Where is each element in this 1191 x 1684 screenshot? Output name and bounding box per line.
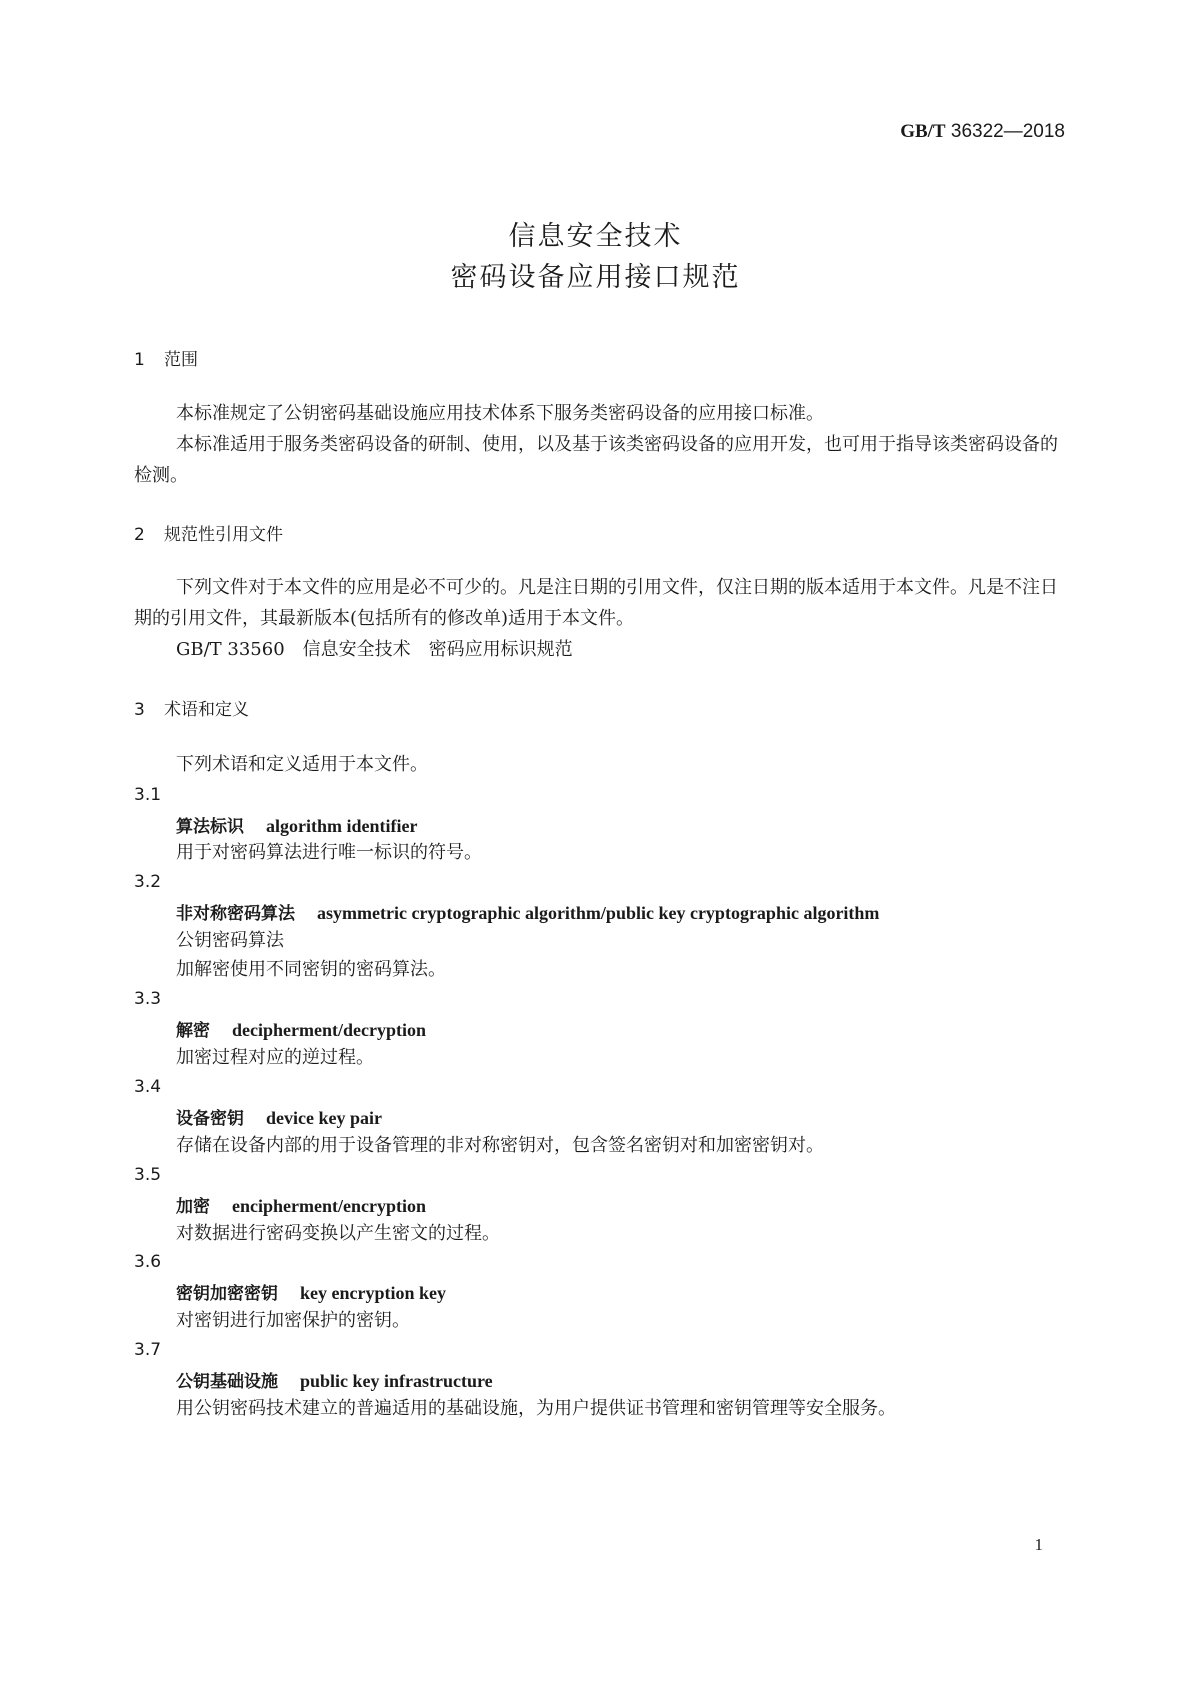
term-en: algorithm identifier — [266, 816, 418, 836]
term-en: key encryption key — [300, 1283, 446, 1303]
term-definition: 对密钥进行加密保护的密钥。 — [176, 1310, 410, 1331]
document-title-line2: 密码设备应用接口规范 — [450, 262, 741, 293]
term-number: 3.5 — [134, 1165, 162, 1185]
term-heading — [176, 1016, 426, 1041]
section-1-heading — [134, 345, 198, 370]
term-definition: 加密过程对应的逆过程。 — [176, 1047, 374, 1068]
section-3-intro: 下列术语和定义适用于本文件。 — [176, 754, 428, 775]
term-heading — [176, 899, 879, 924]
section-1-para-2: 本标准适用于服务类密码设备的研制、使用，以及基于该类密码设备的应用开发，也可用于指导该类密码设备的检测。 — [134, 434, 1058, 486]
document-title-line1: 信息安全技术 — [508, 221, 683, 252]
section-2-reference: GB/T 33560 信息安全技术 密码应用标识规范 — [176, 639, 573, 660]
term-number: 3.2 — [134, 872, 162, 892]
term-heading — [176, 1279, 446, 1304]
term-heading — [176, 812, 417, 837]
section-number: 2 — [134, 525, 145, 545]
term-definition: 对数据进行密码变换以产生密文的过程。 — [176, 1223, 500, 1244]
standard-code — [900, 121, 1065, 143]
section-title: 术语和定义 — [164, 700, 249, 720]
term-en: decipherment/decryption — [232, 1020, 426, 1040]
section-title: 规范性引用文件 — [164, 525, 283, 545]
term-cn: 解密 — [176, 1021, 210, 1041]
page-number: 1 — [1034, 1535, 1043, 1554]
term-number: 3.1 — [134, 785, 162, 805]
section-number: 1 — [134, 350, 145, 370]
term-cn: 非对称密码算法 — [176, 904, 295, 924]
term-number: 3.7 — [134, 1340, 162, 1360]
term-definition: 用于对密码算法进行唯一标识的符号。 — [176, 842, 482, 863]
term-cn: 算法标识 — [176, 817, 244, 837]
term-definition: 存储在设备内部的用于设备管理的非对称密钥对，包含签名密钥对和加密密钥对。 — [176, 1135, 824, 1156]
term-number: 3.4 — [134, 1077, 162, 1097]
term-definition: 用公钥密码技术建立的普遍适用的基础设施，为用户提供证书管理和密钥管理等安全服务。 — [176, 1398, 896, 1419]
section-3-heading — [134, 695, 249, 720]
section-2-para-1: 下列文件对于本文件的应用是必不可少的。凡是注日期的引用文件，仅注日期的版本适用于本文件。凡是不注日期的引用文件，其最新版本(包括所有的修改单)适用于本文件。 — [134, 577, 1058, 629]
term-en: encipherment/encryption — [232, 1196, 426, 1216]
term-cn: 加密 — [176, 1197, 210, 1217]
section-number: 3 — [134, 700, 145, 720]
term-number: 3.6 — [134, 1252, 162, 1272]
section-2-heading — [134, 520, 283, 545]
term-heading — [176, 1367, 493, 1392]
section-1-para-1: 本标准规定了公钥密码基础设施应用技术体系下服务类密码设备的应用接口标准。 — [176, 403, 824, 424]
term-synonym: 公钥密码算法 — [176, 930, 284, 951]
term-heading — [176, 1104, 382, 1129]
section-title: 范围 — [164, 350, 198, 370]
term-cn: 设备密钥 — [176, 1109, 244, 1129]
term-cn: 公钥基础设施 — [176, 1372, 278, 1392]
term-heading — [176, 1192, 426, 1217]
standard-code-number: 36322—2018 — [950, 121, 1065, 142]
term-en: asymmetric cryptographic algorithm/public key cryptographic algorithm — [317, 903, 880, 923]
term-en: device key pair — [266, 1108, 382, 1128]
standard-code-prefix: GB/T — [900, 121, 946, 142]
term-cn: 密钥加密密钥 — [176, 1284, 278, 1304]
term-en: public key infrastructure — [300, 1371, 493, 1391]
term-definition: 加解密使用不同密钥的密码算法。 — [176, 959, 446, 980]
term-number: 3.3 — [134, 989, 162, 1009]
